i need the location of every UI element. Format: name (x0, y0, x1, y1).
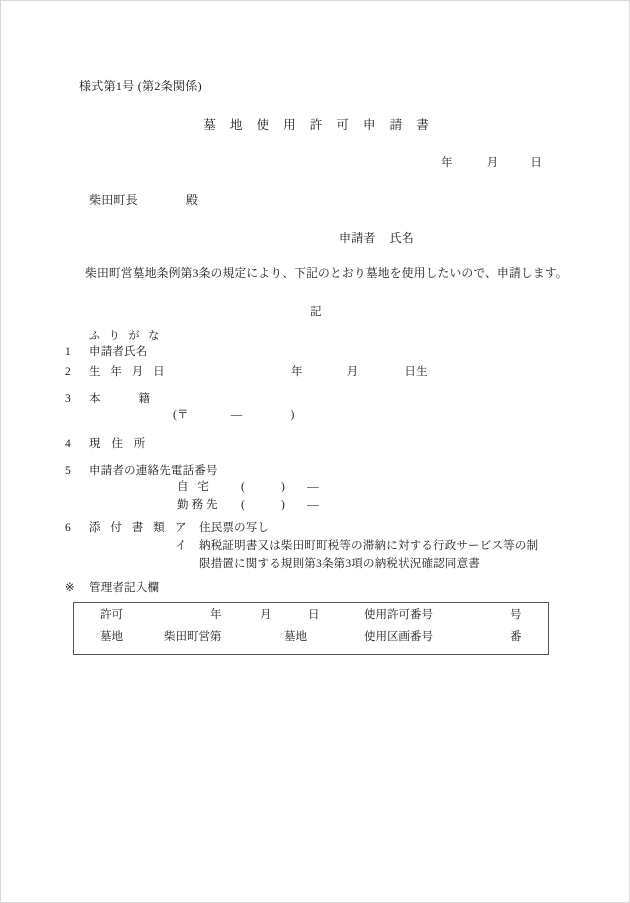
item-2-birthdate (65, 365, 428, 379)
phone-home-dash: — (307, 481, 319, 493)
furigana-label: ふ り が な (89, 330, 163, 342)
phone-home-row (177, 480, 319, 494)
plot-number-label: 使用区画番号 (364, 631, 433, 643)
postal-open-paren: (〒 (173, 409, 189, 421)
item-1-applicant-name (65, 345, 148, 359)
date-year-label: 年 (441, 157, 453, 169)
item-6-attachments (65, 521, 269, 535)
item-1-label: 申請者氏名 (89, 346, 148, 358)
item-5-number: 5 (65, 465, 71, 477)
date-day-label: 日 (530, 157, 543, 169)
phone-work-label: 勤務先 (177, 499, 221, 511)
item-4-label: 現 住 所 (89, 438, 150, 450)
admin-section-label: 管理者記入欄 (89, 582, 160, 594)
attachment-a-marker: ア (175, 522, 187, 534)
phone-home-label: 自 宅 (177, 481, 212, 493)
addressee-honorific: 殿 (185, 193, 199, 207)
phone-home-open-paren: ( (241, 481, 246, 493)
permit-number-unit: 号 (510, 609, 522, 621)
applicant-label: 申請者 (339, 231, 376, 245)
item-4-number: 4 (65, 438, 71, 450)
item-2-label: 生 年 月 日 (89, 366, 169, 378)
page-title: 墓 地 使 用 許 可 申 請 書 (203, 118, 435, 132)
item-6-label: 添 付 書 類 (89, 522, 169, 534)
addressee-name: 柴田町長 (89, 193, 138, 207)
permit-month-label: 月 (260, 609, 272, 621)
item-6-number: 6 (65, 522, 71, 534)
applicant-name-field: 氏名 (389, 231, 415, 245)
item-3-permanent-domicile (65, 392, 150, 406)
date-month-label: 月 (486, 157, 499, 169)
phone-work-open-paren: ( (241, 499, 246, 511)
form-document (1, 1, 630, 903)
permit-number-label: 使用許可番号 (364, 609, 433, 621)
attachment-b-line2: 限措置に関する規則第3条第3項の納税状況確認同意書 (199, 558, 480, 570)
permit-label: 許可 (100, 609, 123, 621)
cemetery-label: 墓地 (100, 631, 123, 643)
item-2-month-label: 月 (346, 366, 359, 378)
postal-close-paren: ) (290, 409, 295, 421)
attachment-a-text: 住民票の写し (199, 522, 270, 534)
admin-entry-table (73, 602, 549, 655)
attachment-b-marker: イ (175, 540, 187, 552)
body-text: 柴田町営墓地条例第3条の規定により、下記のとおり墓地を使用したいので、申請します。 (85, 266, 568, 280)
cemetery-suffix: 墓地 (284, 631, 307, 643)
attachment-b-line1: 納税証明書又は柴田町町税等の滞納に対する行政サービス等の制 (199, 540, 539, 552)
item-2-year-label: 年 (291, 366, 303, 378)
item-1-number: 1 (65, 346, 71, 358)
form-code: 様式第1号 (第2条関係) (79, 79, 202, 93)
applicant-signature-line (339, 231, 414, 246)
admin-marker: ※ (65, 582, 75, 594)
phone-work-close-paren: ) (281, 499, 286, 511)
permit-day-label: 日 (308, 609, 320, 621)
phone-work-row (177, 498, 319, 512)
addressee (89, 193, 198, 208)
item-3-number: 3 (65, 393, 71, 405)
item-4-current-address (65, 437, 149, 451)
item-3-label-b: 籍 (138, 393, 150, 405)
item-5-label: 申請者の連絡先電話番号 (89, 465, 218, 477)
item-3-label-a: 本 (89, 393, 101, 405)
item-2-day-label: 日生 (404, 366, 428, 378)
permit-year-label: 年 (210, 609, 222, 621)
phone-work-dash: — (307, 499, 319, 511)
ki-mark: 記 (310, 306, 322, 318)
item-2-number: 2 (65, 366, 71, 378)
cemetery-name: 柴田町営第 (164, 631, 222, 643)
date-line (441, 156, 542, 170)
postal-dash: — (230, 409, 243, 421)
plot-number-unit: 番 (510, 631, 522, 643)
item-5-contact-phone (65, 464, 218, 478)
postal-code-field (173, 408, 294, 422)
attachment-b-row (175, 539, 575, 553)
phone-home-close-paren: ) (281, 481, 286, 493)
admin-section-header (65, 581, 159, 595)
table-row (74, 628, 550, 654)
